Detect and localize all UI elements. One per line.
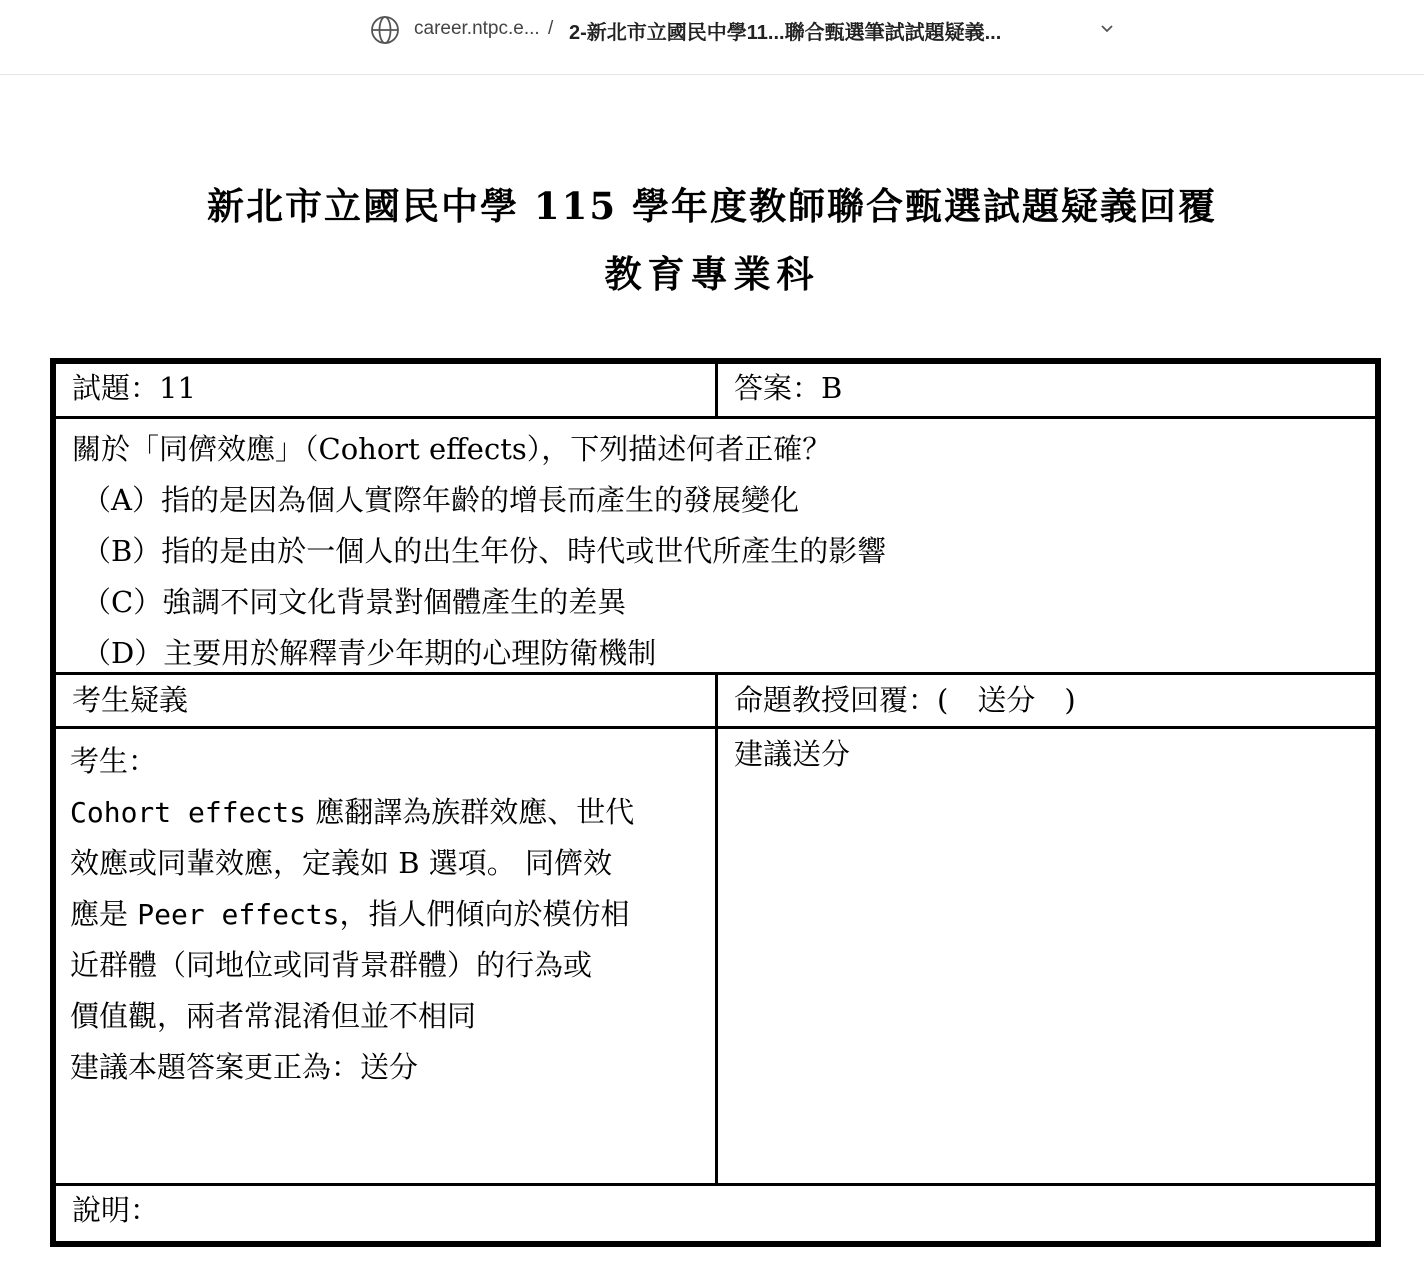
document-subject: 教育專業科 [604, 252, 820, 296]
question-text [72, 424, 886, 679]
address-bar [0, 0, 1424, 75]
objection-line: 建議本題答案更正為：送分 [70, 1050, 419, 1084]
globe-icon[interactable] [370, 15, 400, 45]
objection-label: 考生： [70, 744, 158, 778]
question-number: 試題：11 [72, 371, 196, 405]
objection-line: 應是 Peer effects，指人們傾向於模仿相 [70, 897, 630, 931]
column-divider [715, 364, 718, 416]
answer-key: 答案：B [734, 371, 843, 405]
objection-header: 考生疑義 [72, 683, 189, 717]
reply-content: 建議送分 [734, 737, 851, 771]
reply-header: 命題教授回覆：( 送分 ) [734, 683, 1076, 717]
query-reply-table [50, 358, 1381, 1247]
breadcrumb-domain[interactable]: career.ntpc.e... [414, 18, 540, 39]
row-divider [56, 416, 1375, 419]
column-divider [715, 672, 718, 1183]
chevron-down-icon[interactable] [1099, 20, 1115, 36]
objection-content [70, 736, 634, 1093]
option-d: （D）主要用於解釋青少年期的心理防衛機制 [82, 636, 657, 670]
objection-line: 價值觀，兩者常混淆但並不相同 [70, 999, 477, 1033]
objection-line: 近群體（同地位或同背景群體）的行為或 [70, 948, 593, 982]
objection-line: 效應或同輩效應，定義如 B 選項。 同儕效 [70, 846, 612, 880]
option-c: （C）強調不同文化背景對個體產生的差異 [82, 585, 627, 619]
objection-line: Cohort effects 應翻譯為族群效應、世代 [70, 795, 635, 829]
breadcrumb-title[interactable]: 2-新北市立國民中學11...聯合甄選筆試試題疑義... [569, 22, 1002, 44]
note-label: 說明： [72, 1193, 160, 1227]
breadcrumb-separator: / [548, 18, 554, 39]
option-b: （B）指的是由於一個人的出生年份、時代或世代所產生的影響 [82, 534, 887, 568]
row-divider [56, 1183, 1375, 1186]
document-title: 新北市立國民中學 115 學年度教師聯合甄選試題疑義回覆 [207, 184, 1217, 228]
question-stem: 關於「同儕效應」（Cohort effects），下列描述何者正確？ [72, 432, 832, 466]
option-a: （A）指的是因為個人實際年齡的增長而產生的發展變化 [82, 483, 799, 517]
